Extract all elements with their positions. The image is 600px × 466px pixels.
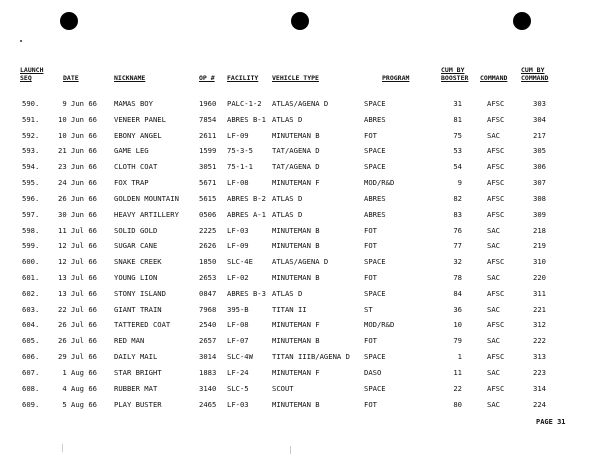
cell-launch-seq: 592. xyxy=(22,130,40,140)
cell-date: 21 Jun 66 xyxy=(58,146,97,156)
cell-facility: ABRES A-1 xyxy=(227,209,266,219)
table-row xyxy=(0,305,600,319)
cell-command: AFSC xyxy=(487,383,505,393)
scan-mark xyxy=(290,446,291,454)
cell-program: SPACE xyxy=(364,146,386,156)
cell-op-number: 5671 xyxy=(199,178,217,188)
cell-nickname: GOLDEN MOUNTAIN xyxy=(114,193,179,203)
cell-nickname: SOLID GOLD xyxy=(114,225,158,235)
cell-nickname: SUGAR CANE xyxy=(114,241,158,251)
cell-launch-seq: 607. xyxy=(22,367,40,377)
table-row xyxy=(0,289,600,303)
cell-program: DASO xyxy=(364,367,382,377)
cell-nickname: TATTERED COAT xyxy=(114,320,171,330)
cell-cum-booster: 80 xyxy=(453,399,462,409)
table-row xyxy=(0,194,600,208)
cell-nickname: RUBBER MAT xyxy=(114,383,158,393)
cell-nickname: HEAVY ARTILLERY xyxy=(114,209,179,219)
cell-command: AFSC xyxy=(487,114,505,124)
cell-command: AFSC xyxy=(487,257,505,267)
cell-vehicle-type: MINUTEMAN B xyxy=(272,336,320,346)
cell-command: AFSC xyxy=(487,352,505,362)
table-row xyxy=(0,210,600,224)
cell-facility: LF-09 xyxy=(227,130,249,140)
cell-command: AFSC xyxy=(487,288,505,298)
cell-date: 26 Jul 66 xyxy=(58,320,97,330)
binder-hole-center xyxy=(291,12,309,30)
cell-facility: ABRES B-2 xyxy=(227,193,266,203)
cell-nickname: VENEER PANEL xyxy=(114,114,166,124)
cell-facility: SLC-4E xyxy=(227,257,253,267)
cell-nickname: DAILY MAIL xyxy=(114,352,158,362)
cell-cum-booster: 10 xyxy=(453,320,462,330)
cell-command: AFSC xyxy=(487,209,505,219)
cell-op-number: 2611 xyxy=(199,130,217,140)
cell-cum-booster: 78 xyxy=(453,273,462,283)
header-command: COMMAND xyxy=(480,74,508,82)
cell-vehicle-type: ATLAS/AGENA D xyxy=(272,257,329,267)
cell-cum-booster: 31 xyxy=(453,99,462,108)
cell-cum-booster: 84 xyxy=(453,288,462,298)
cell-date: 11 Jul 66 xyxy=(58,225,97,235)
cell-facility: LF-03 xyxy=(227,225,249,235)
cell-date: 30 Jun 66 xyxy=(58,209,97,219)
cell-date: 12 Jul 66 xyxy=(58,257,97,267)
header-facility: FACILITY xyxy=(227,74,259,82)
cell-op-number: 2653 xyxy=(199,273,217,283)
cell-date: 29 Jul 66 xyxy=(58,352,97,362)
cell-program: MOD/R&D xyxy=(364,320,395,330)
cell-program: MOD/R&D xyxy=(364,178,395,188)
table-row xyxy=(0,273,600,287)
table-row xyxy=(0,241,600,255)
cell-date: 22 Jul 66 xyxy=(58,304,97,314)
cell-vehicle-type: TAT/AGENA D xyxy=(272,146,320,156)
cell-launch-seq: 599. xyxy=(22,241,40,251)
cell-date: 13 Jul 66 xyxy=(58,273,97,283)
cell-launch-seq: 596. xyxy=(22,193,40,203)
cell-facility: LF-07 xyxy=(227,336,249,346)
cell-command: SAC xyxy=(487,241,500,251)
cell-facility: ABRES B-1 xyxy=(227,114,266,124)
cell-vehicle-type: TITAN II xyxy=(272,304,307,314)
cell-cum-command: 313 xyxy=(533,352,546,362)
cell-facility: 75-1-1 xyxy=(227,162,253,172)
cell-nickname: EBONY ANGEL xyxy=(114,130,162,140)
cell-cum-command: 311 xyxy=(533,288,546,298)
table-row xyxy=(0,320,600,334)
cell-program: FOT xyxy=(364,225,377,235)
cell-facility: ABRES B-3 xyxy=(227,288,266,298)
cell-cum-booster: 76 xyxy=(453,225,462,235)
cell-facility: LF-09 xyxy=(227,241,249,251)
cell-nickname: PLAY BUSTER xyxy=(114,399,162,409)
cell-cum-command: 221 xyxy=(533,304,546,314)
table-row xyxy=(0,257,600,271)
cell-date: 1 Aug 66 xyxy=(62,367,97,377)
cell-vehicle-type: MINUTEMAN F xyxy=(272,320,320,330)
cell-cum-command: 222 xyxy=(533,336,546,346)
cell-vehicle-type: ATLAS D xyxy=(272,193,303,203)
cell-launch-seq: 595. xyxy=(22,178,40,188)
cell-program: ABRES xyxy=(364,114,386,124)
cell-vehicle-type: MINUTEMAN B xyxy=(272,225,320,235)
cell-vehicle-type: TITAN IIIB/AGENA D xyxy=(272,352,350,362)
cell-launch-seq: 598. xyxy=(22,225,40,235)
cell-op-number: 7968 xyxy=(199,304,217,314)
cell-facility: SLC-5 xyxy=(227,383,249,393)
cell-command: AFSC xyxy=(487,320,505,330)
cell-program: SPACE xyxy=(364,352,386,362)
cell-date: 26 Jul 66 xyxy=(58,336,97,346)
cell-facility: LF-08 xyxy=(227,320,249,330)
cell-program: SPACE xyxy=(364,257,386,267)
cell-op-number: 1850 xyxy=(199,257,217,267)
cell-cum-command: 306 xyxy=(533,162,546,172)
cell-program: FOT xyxy=(364,399,377,409)
cell-cum-booster: 83 xyxy=(453,209,462,219)
binder-hole-right xyxy=(513,12,531,30)
cell-program: ST xyxy=(364,304,373,314)
cell-cum-booster: 11 xyxy=(453,367,462,377)
header-nickname: NICKNAME xyxy=(114,74,146,82)
cell-command: SAC xyxy=(487,130,500,140)
cell-command: AFSC xyxy=(487,193,505,203)
table-row xyxy=(0,352,600,366)
binder-hole-left xyxy=(60,12,78,30)
cell-program: SPACE xyxy=(364,162,386,172)
cell-op-number: 3014 xyxy=(199,352,217,362)
cell-facility: PALC-1-2 xyxy=(227,99,262,108)
scan-mark xyxy=(62,444,63,452)
cell-cum-booster: 54 xyxy=(453,162,462,172)
header-program: PROGRAM xyxy=(382,74,410,82)
cell-vehicle-type: MINUTEMAN B xyxy=(272,241,320,251)
cell-op-number: 2540 xyxy=(199,320,217,330)
cell-nickname: CLOTH COAT xyxy=(114,162,158,172)
cell-launch-seq: 604. xyxy=(22,320,40,330)
cell-cum-booster: 82 xyxy=(453,193,462,203)
cell-cum-booster: 75 xyxy=(453,130,462,140)
cell-op-number: 2657 xyxy=(199,336,217,346)
cell-op-number: 5615 xyxy=(199,193,217,203)
cell-vehicle-type: MINUTEMAN F xyxy=(272,367,320,377)
cell-launch-seq: 597. xyxy=(22,209,40,219)
cell-op-number: 3140 xyxy=(199,383,217,393)
cell-command: SAC xyxy=(487,367,500,377)
cell-facility: LF-02 xyxy=(227,273,249,283)
cell-nickname: FOX TRAP xyxy=(114,178,149,188)
cell-facility: LF-03 xyxy=(227,399,249,409)
cell-op-number: 1883 xyxy=(199,367,217,377)
cell-cum-command: 308 xyxy=(533,193,546,203)
cell-cum-booster: 32 xyxy=(453,257,462,267)
cell-vehicle-type: MINUTEMAN B xyxy=(272,399,320,409)
cell-date: 10 Jun 66 xyxy=(58,114,97,124)
cell-facility: LF-24 xyxy=(227,367,249,377)
cell-vehicle-type: ATLAS D xyxy=(272,114,303,124)
cell-program: SPACE xyxy=(364,288,386,298)
cell-program: ABRES xyxy=(364,193,386,203)
header-date: DATE xyxy=(63,74,79,82)
header-cum-by-booster: CUM BY BOOSTER xyxy=(441,66,469,82)
cell-cum-command: 312 xyxy=(533,320,546,330)
cell-cum-booster: 77 xyxy=(453,241,462,251)
cell-launch-seq: 602. xyxy=(22,288,40,298)
cell-launch-seq: 601. xyxy=(22,273,40,283)
cell-program: FOT xyxy=(364,241,377,251)
cell-launch-seq: 594. xyxy=(22,162,40,172)
cell-cum-command: 314 xyxy=(533,383,546,393)
cell-command: SAC xyxy=(487,399,500,409)
cell-vehicle-type: MINUTEMAN B xyxy=(272,130,320,140)
cell-launch-seq: 590. xyxy=(22,99,40,108)
cell-program: FOT xyxy=(364,336,377,346)
cell-cum-command: 223 xyxy=(533,367,546,377)
cell-launch-seq: 605. xyxy=(22,336,40,346)
cell-launch-seq: 606. xyxy=(22,352,40,362)
cell-date: 10 Jun 66 xyxy=(58,130,97,140)
cell-vehicle-type: ATLAS D xyxy=(272,209,303,219)
cell-cum-booster: 53 xyxy=(453,146,462,156)
table-row xyxy=(0,400,600,414)
cell-cum-command: 218 xyxy=(533,225,546,235)
table-row xyxy=(0,131,600,145)
cell-launch-seq: 603. xyxy=(22,304,40,314)
cell-vehicle-type: MINUTEMAN F xyxy=(272,178,320,188)
cell-facility: LF-08 xyxy=(227,178,249,188)
cell-date: 4 Aug 66 xyxy=(62,383,97,393)
cell-program: SPACE xyxy=(364,99,386,108)
cell-launch-seq: 608. xyxy=(22,383,40,393)
cell-date: 5 Aug 66 xyxy=(62,399,97,409)
cell-vehicle-type: ATLAS/AGENA D xyxy=(272,99,329,108)
cell-op-number: 3051 xyxy=(199,162,217,172)
cell-cum-booster: 22 xyxy=(453,383,462,393)
cell-cum-booster: 81 xyxy=(453,114,462,124)
cell-launch-seq: 591. xyxy=(22,114,40,124)
header-vehicle-type: VEHICLE TYPE xyxy=(272,74,319,82)
cell-nickname: STONY ISLAND xyxy=(114,288,166,298)
cell-date: 12 Jul 66 xyxy=(58,241,97,251)
cell-nickname: MAMAS BOY xyxy=(114,99,153,108)
cell-command: SAC xyxy=(487,225,500,235)
cell-date: 9 Jun 66 xyxy=(62,99,97,108)
header-launch-seq: LAUNCH SEQ xyxy=(20,66,44,82)
table-row xyxy=(0,178,600,192)
cell-program: FOT xyxy=(364,273,377,283)
cell-cum-command: 303 xyxy=(533,99,546,108)
cell-command: AFSC xyxy=(487,146,505,156)
table-row xyxy=(0,226,600,240)
cell-cum-command: 309 xyxy=(533,209,546,219)
cell-nickname: GAME LEG xyxy=(114,146,149,156)
cell-op-number: 7854 xyxy=(199,114,217,124)
cell-nickname: STAR BRIGHT xyxy=(114,367,162,377)
cell-launch-seq: 593. xyxy=(22,146,40,156)
cell-date: 26 Jun 66 xyxy=(58,193,97,203)
cell-vehicle-type: ATLAS D xyxy=(272,288,303,298)
cell-cum-command: 310 xyxy=(533,257,546,267)
cell-command: AFSC xyxy=(487,178,505,188)
cell-vehicle-type: TAT/AGENA D xyxy=(272,162,320,172)
table-row xyxy=(0,99,600,113)
cell-command: AFSC xyxy=(487,99,505,108)
cell-cum-booster: 9 xyxy=(457,178,462,188)
cell-nickname: YOUNG LION xyxy=(114,273,158,283)
cell-date: 23 Jun 66 xyxy=(58,162,97,172)
cell-facility: SLC-4W xyxy=(227,352,253,362)
header-op-number: OP # xyxy=(199,74,215,82)
cell-date: 13 Jul 66 xyxy=(58,288,97,298)
table-row xyxy=(0,336,600,350)
cell-facility: 395-B xyxy=(227,304,249,314)
cell-nickname: SNAKE CREEK xyxy=(114,257,162,267)
cell-nickname: RED MAN xyxy=(114,336,145,346)
cell-cum-booster: 79 xyxy=(453,336,462,346)
table-row xyxy=(0,146,600,160)
cell-launch-seq: 600. xyxy=(22,257,40,267)
cell-command: SAC xyxy=(487,273,500,283)
cell-op-number: 2626 xyxy=(199,241,217,251)
cell-cum-booster: 36 xyxy=(453,304,462,314)
cell-launch-seq: 609. xyxy=(22,399,40,409)
cell-op-number: 1960 xyxy=(199,99,217,108)
cell-vehicle-type: MINUTEMAN B xyxy=(272,273,320,283)
cell-command: SAC xyxy=(487,336,500,346)
cell-op-number: 2225 xyxy=(199,225,217,235)
cell-command: SAC xyxy=(487,304,500,314)
cell-op-number: 2465 xyxy=(199,399,217,409)
cell-op-number: 0847 xyxy=(199,288,217,298)
header-cum-by-command: CUM BY COMMAND xyxy=(521,66,549,82)
cell-op-number: 0506 xyxy=(199,209,217,219)
table-row xyxy=(0,162,600,176)
table-row xyxy=(0,384,600,398)
cell-command: AFSC xyxy=(487,162,505,172)
cell-cum-command: 224 xyxy=(533,399,546,409)
cell-program: FOT xyxy=(364,130,377,140)
table-row xyxy=(0,115,600,129)
cell-date: 24 Jun 66 xyxy=(58,178,97,188)
cell-cum-booster: 1 xyxy=(457,352,462,362)
cell-cum-command: 217 xyxy=(533,130,546,140)
cell-cum-command: 305 xyxy=(533,146,546,156)
table-row xyxy=(0,368,600,382)
cell-program: SPACE xyxy=(364,383,386,393)
page-number: PAGE 31 xyxy=(536,418,566,426)
cell-program: ABRES xyxy=(364,209,386,219)
cell-cum-command: 220 xyxy=(533,273,546,283)
cell-cum-command: 219 xyxy=(533,241,546,251)
cell-vehicle-type: SCOUT xyxy=(272,383,294,393)
cell-nickname: GIANT TRAIN xyxy=(114,304,162,314)
cell-facility: 75-3-5 xyxy=(227,146,253,156)
cell-cum-command: 304 xyxy=(533,114,546,124)
cell-op-number: 1599 xyxy=(199,146,217,156)
scan-speck xyxy=(20,40,22,42)
cell-cum-command: 307 xyxy=(533,178,546,188)
